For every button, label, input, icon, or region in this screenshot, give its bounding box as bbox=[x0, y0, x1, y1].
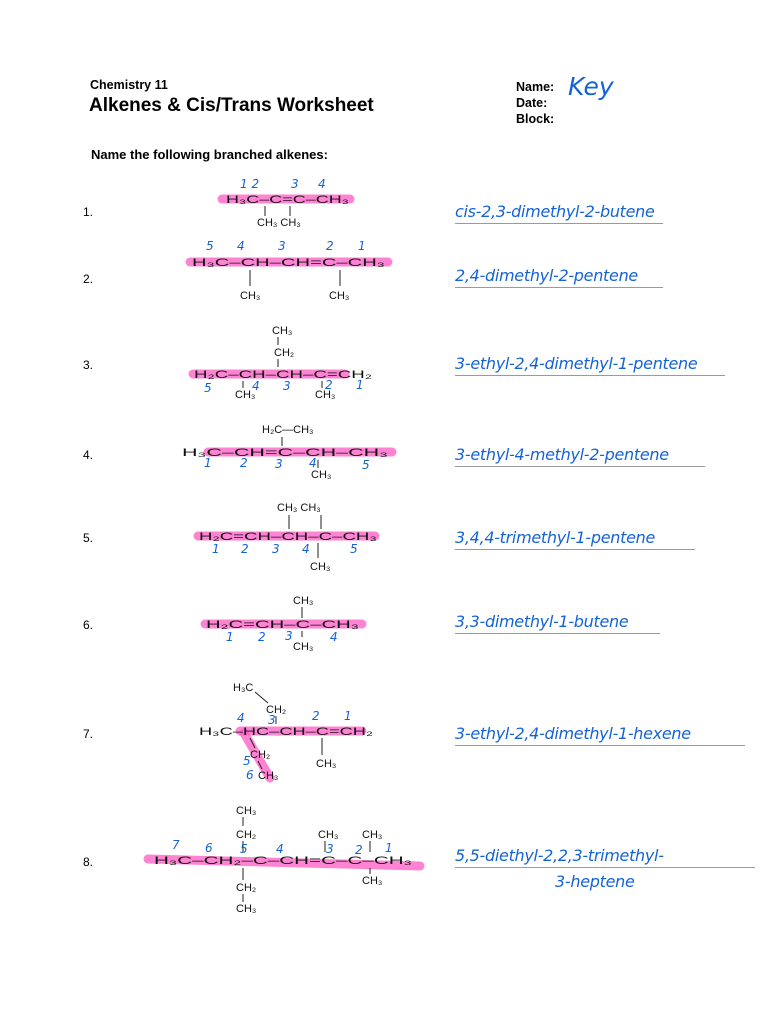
substituent: CH₃ bbox=[311, 469, 332, 481]
main-chain: H₂C–CH–CH–C=CH₂ bbox=[194, 369, 372, 381]
carbon-number: 3 bbox=[275, 457, 283, 471]
substituent: CH₃ bbox=[362, 875, 383, 887]
carbon-number: 1 bbox=[358, 239, 366, 253]
question-number: 8. bbox=[83, 855, 94, 869]
main-chain: H₂C=CH–C–CH₃ bbox=[206, 619, 359, 631]
top-group: H₂C—CH₃ bbox=[262, 424, 314, 436]
carbon-number: 5 bbox=[206, 239, 214, 253]
carbon-number: 3 bbox=[278, 239, 286, 253]
substituent: CH₂ bbox=[236, 882, 257, 894]
main-chain: H₃C–CH=C–CH–CH₃ bbox=[182, 447, 388, 459]
answer-8-line1: 5,5-diethyl-2,2,3-trimethyl- bbox=[455, 846, 755, 868]
carbon-number: 1 bbox=[385, 841, 393, 855]
carbon-number: 2 bbox=[355, 843, 363, 857]
carbon-number: 5 bbox=[350, 542, 358, 556]
carbon-number: 3 bbox=[272, 542, 280, 556]
carbon-number: 4 bbox=[276, 842, 284, 856]
carbon-number: 5 bbox=[204, 381, 212, 395]
top-group: CH₂ bbox=[274, 347, 295, 359]
answer-1: cis-2,3-dimethyl-2-butene bbox=[455, 202, 663, 224]
main-chain: H₃C–CH₂–C–CH=C–C–CH₃ bbox=[154, 855, 412, 867]
carbon-number: 1 bbox=[212, 542, 220, 556]
carbon-number: 3 bbox=[326, 842, 334, 856]
answer-7: 3-ethyl-2,4-dimethyl-1-hexene bbox=[455, 724, 745, 746]
substituent-left: CH₃ bbox=[235, 389, 256, 401]
main-chain: H₃C–HC–CH–C=CH₂ bbox=[199, 726, 373, 738]
top-group: CH₃ bbox=[293, 595, 314, 607]
structure-5 bbox=[198, 502, 377, 573]
carbon-number: 4 bbox=[330, 630, 338, 644]
carbon-number: 3 bbox=[291, 177, 299, 191]
carbon-number: 3 bbox=[285, 629, 293, 643]
question-number: 7. bbox=[83, 727, 94, 741]
substituent-right: CH₃ bbox=[329, 290, 350, 302]
substituent-right: CH₃ bbox=[316, 758, 337, 770]
question-number: 1. bbox=[83, 205, 94, 219]
course-label: Chemistry 11 bbox=[90, 78, 168, 92]
structure-7 bbox=[199, 682, 373, 782]
carbon-number: 3 bbox=[268, 713, 276, 727]
name-label: Name: bbox=[516, 80, 555, 94]
substituent-left: CH₃ bbox=[258, 770, 279, 782]
instructions: Name the following branched alkenes: bbox=[91, 147, 328, 162]
answer-3: 3-ethyl-2,4-dimethyl-1-pentene bbox=[455, 354, 725, 376]
substituent: CH₃ bbox=[293, 641, 314, 653]
structure-4 bbox=[182, 424, 392, 481]
main-chain: H₃C–CH–CH=C–CH₃ bbox=[192, 257, 385, 269]
substituent-left: CH₂ bbox=[250, 749, 271, 761]
structure-2 bbox=[190, 239, 388, 302]
carbon-number: 1 bbox=[226, 630, 234, 644]
carbon-number: 3 bbox=[283, 379, 291, 393]
answer-2: 2,4-dimethyl-2-pentene bbox=[455, 266, 663, 288]
carbon-number: 2 bbox=[258, 630, 266, 644]
carbon-number: 1 bbox=[204, 456, 212, 470]
carbon-number: 4 bbox=[309, 456, 317, 470]
question-number: 3. bbox=[83, 358, 94, 372]
question-number: 6. bbox=[83, 618, 94, 632]
carbon-number: 6 bbox=[205, 841, 213, 855]
structure-8 bbox=[148, 805, 420, 915]
carbon-number: 4 bbox=[318, 177, 326, 191]
structure-6 bbox=[205, 595, 362, 653]
top-group: CH₃ bbox=[272, 325, 293, 337]
top-group: H₃C bbox=[233, 682, 254, 694]
substituents: CH₃ CH₃ bbox=[257, 217, 301, 229]
carbon-number: 5 bbox=[240, 842, 248, 856]
top-group: CH₂ bbox=[266, 704, 287, 716]
top-groups: CH₃ CH₃ bbox=[277, 502, 321, 514]
main-chain: H₂C=CH–CH–C–CH₃ bbox=[199, 531, 377, 543]
substituent-right: CH₃ bbox=[315, 389, 336, 401]
name-value-handwritten: Key bbox=[568, 72, 614, 101]
question-number: 2. bbox=[83, 272, 94, 286]
carbon-number: 4 bbox=[237, 711, 245, 725]
carbon-number: 1 bbox=[356, 378, 364, 392]
substituent: CH₃ bbox=[236, 903, 257, 915]
question-number: 4. bbox=[83, 448, 94, 462]
carbon-number: 2 bbox=[326, 239, 334, 253]
substituent: CH₃ bbox=[310, 561, 331, 573]
top-group: CH₂ bbox=[236, 829, 257, 841]
carbon-number: 5 bbox=[362, 458, 370, 472]
carbon-number: 6 bbox=[246, 768, 254, 782]
answer-4: 3-ethyl-4-methyl-2-pentene bbox=[455, 445, 705, 467]
block-label: Block: bbox=[516, 112, 555, 126]
top-group: CH₃ bbox=[236, 805, 257, 817]
carbon-number: 1 bbox=[344, 709, 352, 723]
answer-5: 3,4,4-trimethyl-1-pentene bbox=[455, 528, 695, 550]
carbon-number: 7 bbox=[172, 838, 180, 852]
carbon-number: 4 bbox=[237, 239, 245, 253]
carbon-number: 1 2 bbox=[240, 177, 260, 191]
structure-1 bbox=[222, 177, 350, 229]
top-group: CH₃ bbox=[362, 829, 383, 841]
answer-6: 3,3-dimethyl-1-butene bbox=[455, 612, 660, 634]
carbon-number: 5 bbox=[243, 754, 251, 768]
carbon-number: 2 bbox=[312, 709, 320, 723]
question-number: 5. bbox=[83, 531, 94, 545]
carbon-number: 4 bbox=[302, 542, 310, 556]
date-label: Date: bbox=[516, 96, 548, 110]
main-chain: H₃C–C=C–CH₃ bbox=[226, 194, 349, 206]
carbon-number: 2 bbox=[325, 378, 333, 392]
structure-3 bbox=[193, 325, 372, 401]
carbon-number: 2 bbox=[240, 456, 248, 470]
top-group: CH₃ bbox=[318, 829, 339, 841]
carbon-number: 2 bbox=[241, 542, 249, 556]
carbon-number: 4 bbox=[252, 379, 260, 393]
worksheet-title: Alkenes & Cis/Trans Worksheet bbox=[89, 95, 374, 116]
answer-8-line2: 3-heptene bbox=[555, 872, 635, 891]
substituent-left: CH₃ bbox=[240, 290, 261, 302]
